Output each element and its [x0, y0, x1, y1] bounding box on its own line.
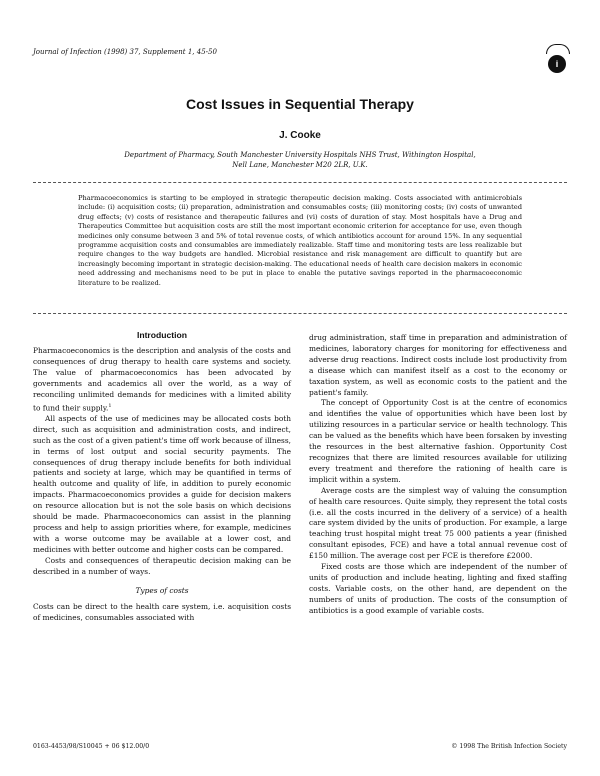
author-name: J. Cooke	[279, 130, 321, 141]
section-heading-introduction: Introduction	[136, 330, 188, 340]
publisher-logo-icon: i	[548, 55, 566, 73]
author-affiliation: Department of Pharmacy, South Manchester University Hospitals NHS Trust, Withington Hospital, Nell Lane, Manchester M20 2LR, U.K.	[124, 151, 476, 169]
journal-name: Journal of Infection	[33, 48, 102, 56]
paragraph: Pharmacoeconomics is the description and analysis of the costs and consequences of drug therapy to health care systems and society. The value of pharmacoeconomics has been advocated by governments and academics all over the world, as a way of reconciling unlimited demands for medicines with a limited ability to fund their supply.$^1$	[33, 346, 291, 412]
divider-bottom	[33, 313, 567, 314]
journal-header	[33, 48, 217, 56]
paragraph: Fixed costs are those which are independent of the number of units of production and include heating, lighting and fixed staffing costs. Variable costs, on the other hand, are dependent on the numbers of units of production. The costs of the consumption of antibiotics is a good example of variable costs.	[309, 562, 567, 615]
paragraph: Costs can be direct to the health care system, i.e. acquisition costs of medicines, consumables associated with	[33, 602, 291, 623]
paragraph: Average costs are the simplest way of valuing the consumption of health care resources. Quite simply, they represent the total costs (i.e. all the costs incurred in the delivery of a service) of a health care system divided by the units of production. For example, a large teaching trust hospital might treat 75 000 patients a year (finished consultant episodes, FCE) and have a total annual revenue cost of £150 million. The average cost per FCE is therefore £2000.	[309, 485, 567, 561]
paragraph: All aspects of the use of medicines may be allocated costs both direct, such as acquisition and administration costs, and indirect, such as the cost of a given patient's time off work because of illness, in terms of lost output and social security payments. The consequences of drug therapy include benefits for both individual patients and society at large, which may be quantified in terms of health outcome and quality of life, in addition to purely economic impacts. Pharmacoeconomics provides a guide for decision makers on resource allocation but is not the sole basis on which decisions should be made. Pharmacoeconomics can assist in the planning process and help to assign priorities where, for example, medicines with a worse outcome may be available at a lower cost, and medicines with better outcome and higher costs can be compared.	[33, 413, 291, 554]
abstract: Pharmacoeconomics is starting to be employed in strategic therapeutic decision making. Costs associated with antimicrobials include: (i) acquisition costs; (ii) preparation, administration and consumables costs; (iii) monitoring costs; (iv) costs of unwanted drug effects; (v) costs of resistance and therapeutic failures and (vi) costs of duration of stay. Most hospitals have a Drug and Therapeutics Committee but acquisition costs are still the most important economic criterion for acceptance for use, even though medicines only consume between 3 and 5% of total revenue costs, of which antibiotics account for around 15%. In any sequential programme acquisition costs and consumables are immediately realizable. Staff time and monitoring tests are less realizable but require changes to the way budgets are handled. Microbial resistance and risk management are difficult to quantify but are increasingly becoming important in strategic decision-making. The educational needs of health care decision makers in economic need addressing and mechanisms need to be put in place to enable the putative savings reported in the pharmacoeconomic literature to be realized.	[78, 194, 522, 287]
paragraph: Costs and consequences of therapeutic decision making can be described in a number of ways.	[33, 555, 291, 576]
left-column	[33, 330, 291, 624]
subsection-heading-types-of-costs: Types of costs	[135, 585, 189, 595]
footer-copyright: © 1998 The British Infection Society	[451, 743, 567, 750]
paragraph: The concept of Opportunity Cost is at the centre of economics and identifies the value of opportunities which have been lost by utilizing resources in a particular service or health technology. This can be valued as the benefits which have been forsaken by investing the resources in the best alternative fashion. Opportunity Cost recognizes that there are limited resources available for utilizing every treatment and therefore the rationing of health care is implicit within a system.	[309, 398, 567, 484]
reference-marker: 1	[108, 402, 112, 409]
divider-top	[33, 182, 567, 183]
article-title: Cost Issues in Sequential Therapy	[186, 96, 414, 112]
journal-citation: (1998) 37, Supplement 1, 45-50	[104, 48, 217, 56]
paragraph: drug administration, staff time in preparation and administration of medicines, laboratory charges for monitoring for effectiveness and adverse drug reactions. Indirect costs include lost productivity from a disease which can manifest itself as a cost to the economy or taxation system, as well as economic costs to the patient and the patient's family.	[309, 333, 567, 397]
right-column	[309, 333, 567, 617]
footer-issn: 0163-4453/98/S10045 + 06 $12.00/0	[33, 743, 150, 750]
publisher-logo-arc	[546, 44, 570, 54]
